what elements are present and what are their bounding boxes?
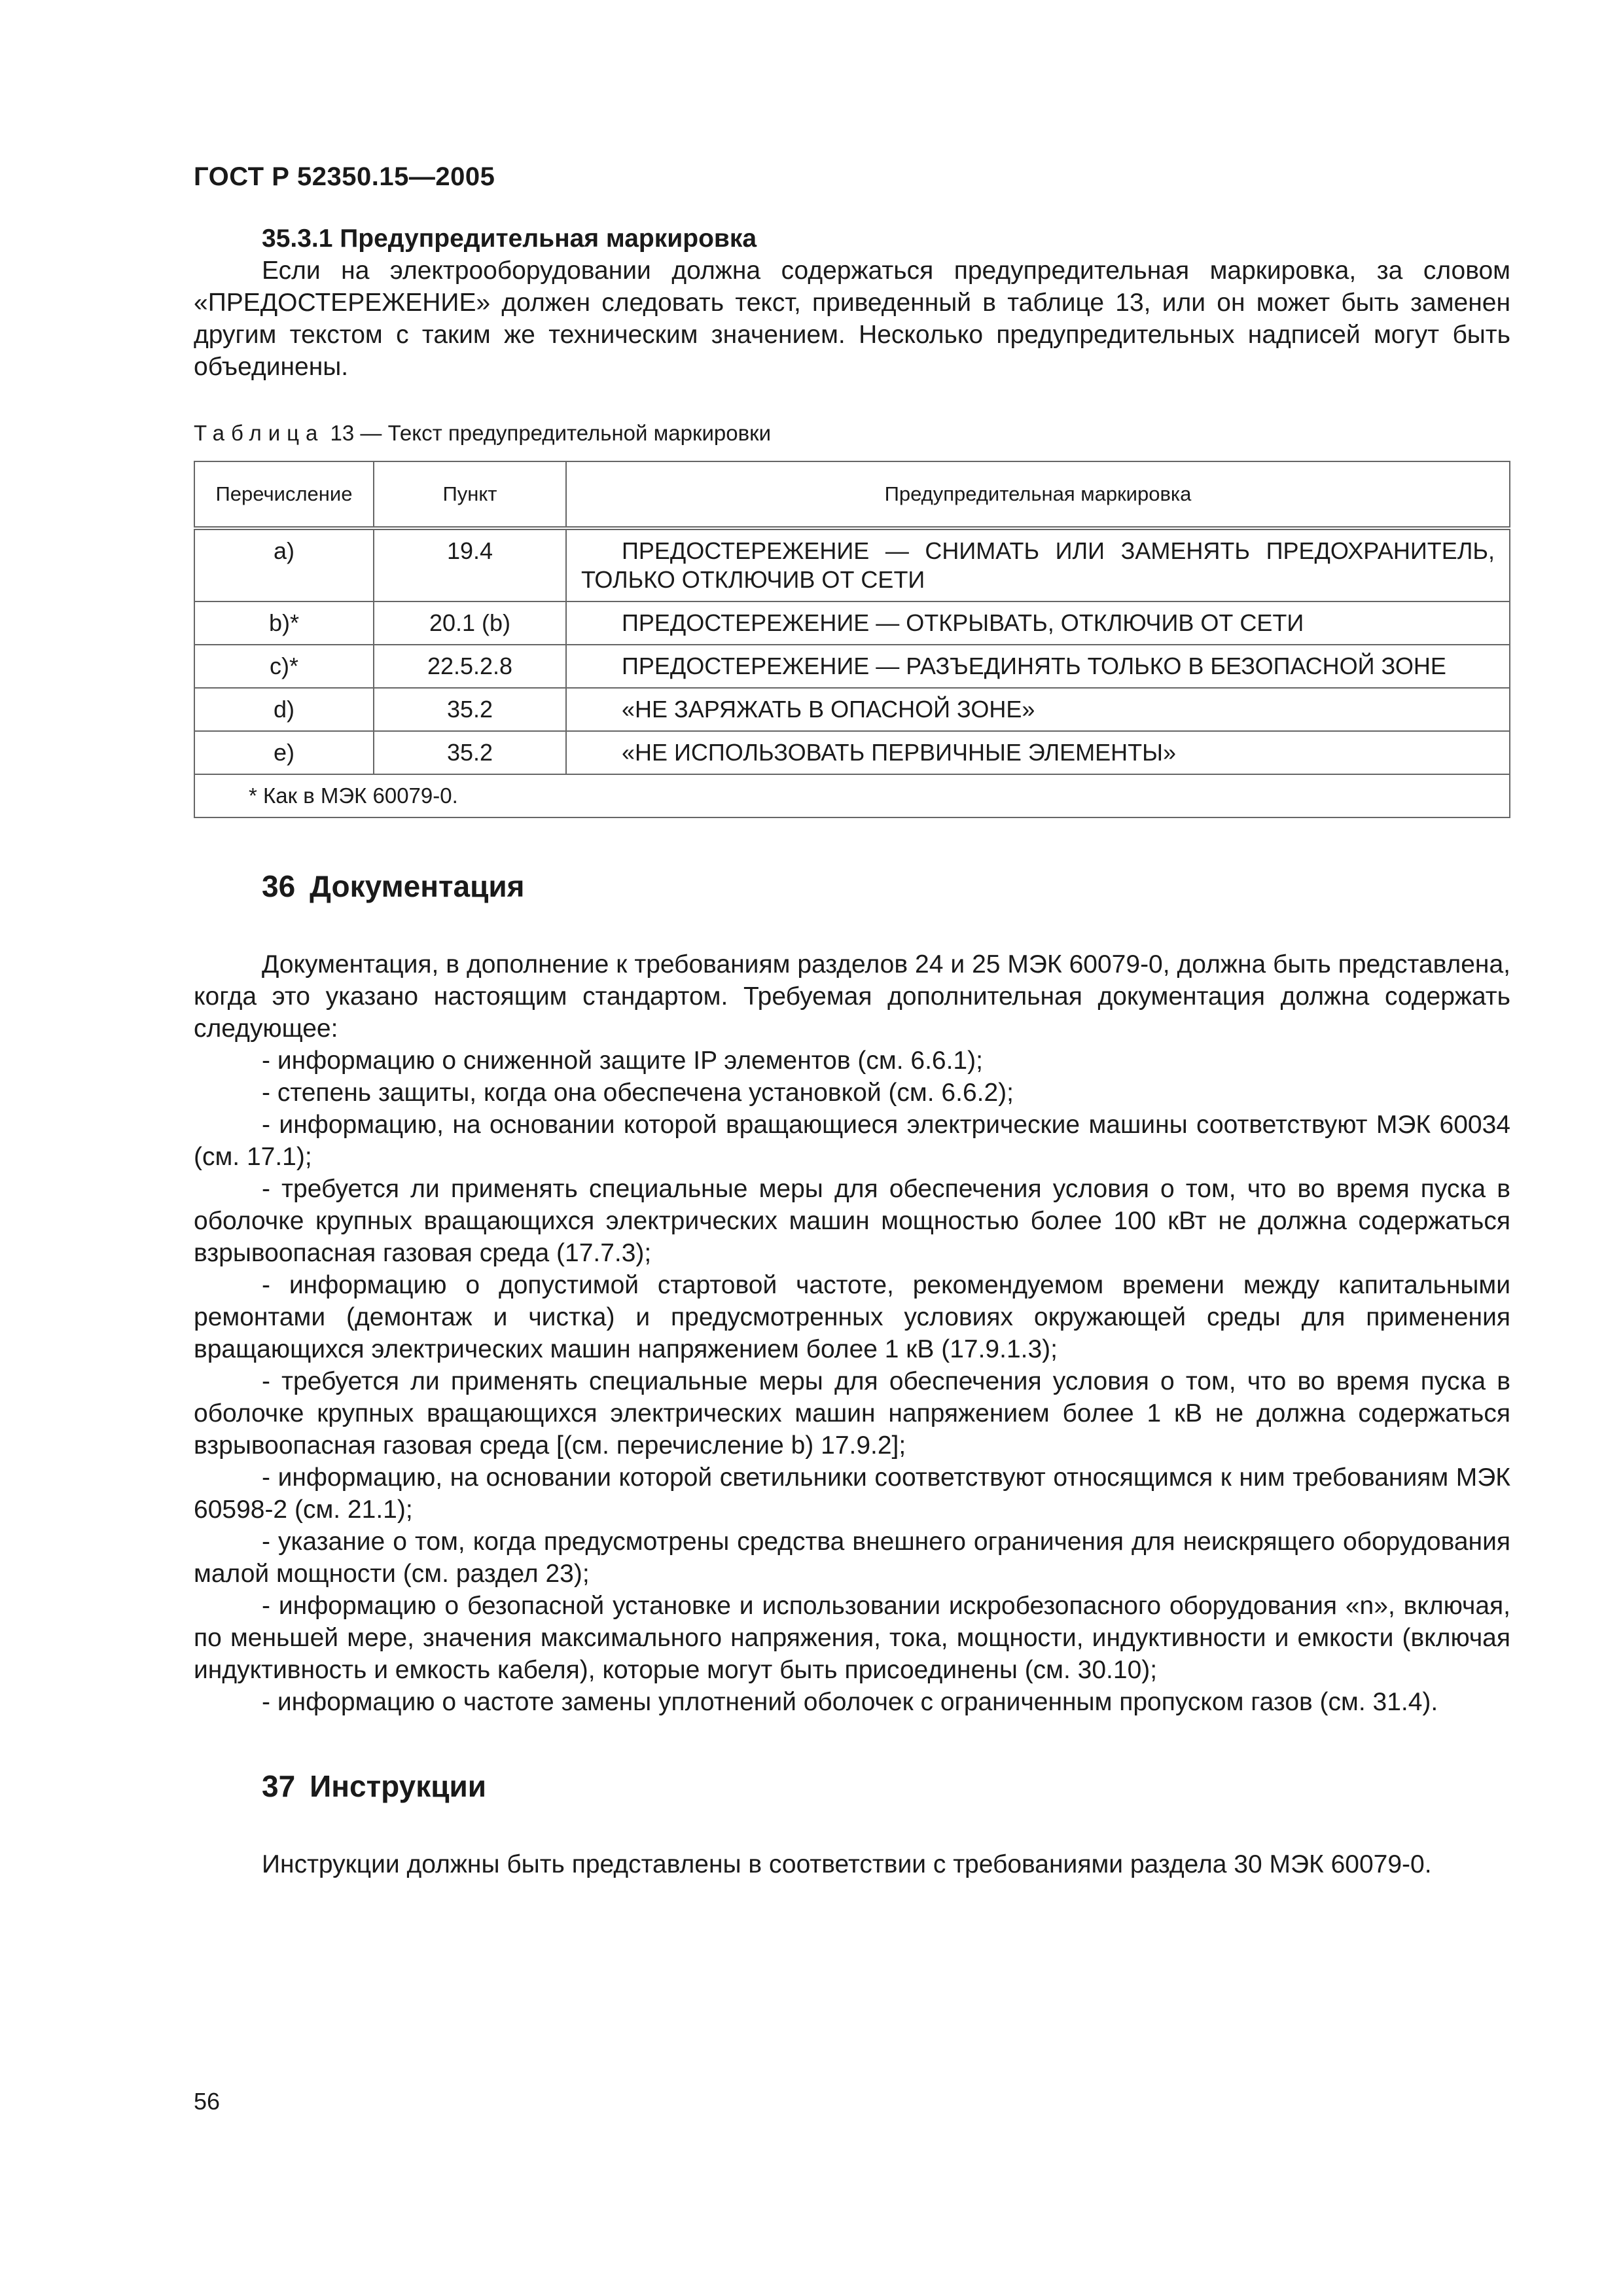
section-36-heading: Документация (310, 869, 525, 903)
table-13-caption (194, 417, 1510, 449)
table-caption-word: Таблица (194, 421, 325, 445)
cell-enum: d) (194, 688, 374, 731)
subsection-title-35-3-1: 35.3.1 Предупредительная маркировка (262, 224, 757, 253)
section-37-text: Инструкции должны быть представлены в соответствии с требованиями раздела 30 МЭК 60079-0. (262, 1850, 1432, 1878)
subsection-35-3-1-text: Если на электрооборудовании должна содержаться предупредительная маркировка, за словом «ПРЕДОСТЕРЕЖЕНИЕ» должен следовать текст, приведенный в таблице 13, или он может быть заменен другим текстом с таким же техническим значением. Несколько предупредительных надписей могут быть объединены. (194, 257, 1510, 381)
section-36-number: 36 (262, 869, 296, 903)
cell-enum: b)* (194, 601, 374, 645)
page-number: 56 (194, 2088, 221, 2115)
section-36-list-item: - информацию, на основании которой светильники соответствуют относящимся к ним требованиям МЭК 60598-2 (см. 21.1); (194, 1463, 1510, 1524)
section-36-list-item: - требуется ли применять специальные меры для обеспечения условия о том, что во время пуска в оболочке крупных вращающихся электрических машин напряжением более 1 кВ не должна содержаться взрывоопасная газовая среда [(см. перечисление b) 17.9.2]; (194, 1367, 1510, 1460)
cell-marking (566, 528, 1510, 601)
cell-marking (566, 601, 1510, 645)
section-36-list-item: - информацию о сниженной защите IP элементов (см. 6.6.1); (262, 1047, 983, 1075)
cell-point: 22.5.2.8 (374, 645, 566, 688)
cell-marking (566, 645, 1510, 688)
cell-enum: e) (194, 731, 374, 774)
header-marking: Предупредительная маркировка (566, 461, 1510, 528)
table-header-row (194, 461, 1510, 528)
section-36-list-item: - информацию о частоте замены уплотнений оболочек с ограниченным пропуском газов (см. 31.4). (262, 1688, 1438, 1716)
cell-marking-text: ПРЕДОСТЕРЕЖЕНИЕ — РАЗЪЕДИНЯТЬ ТОЛЬКО В БЕЗОПАСНОЙ ЗОНЕ (622, 653, 1446, 679)
cell-point: 19.4 (374, 528, 566, 601)
section-36-list-item: - информацию о безопасной установке и использовании искробезопасного оборудования «n», включая, по меньшей мере, значения максимального напряжения, тока, мощности, индуктивности и емкости (включая индуктивность и емкость кабеля), которые могут быть присоединены (см. 30.10); (194, 1592, 1510, 1684)
table-caption-rest: 13 — Текст предупредительной маркировки (324, 421, 771, 445)
table-row (194, 688, 1510, 731)
cell-point: 35.2 (374, 688, 566, 731)
section-37-heading: Инструкции (310, 1769, 487, 1803)
cell-marking-text: «НЕ ЗАРЯЖАТЬ В ОПАСНОЙ ЗОНЕ» (622, 696, 1035, 723)
document-header-id: ГОСТ Р 52350.15—2005 (194, 162, 495, 191)
table-row (194, 731, 1510, 774)
table-row (194, 645, 1510, 688)
section-36-title (262, 870, 1510, 903)
header-enumeration: Перечисление (194, 461, 374, 528)
header-point: Пункт (374, 461, 566, 528)
cell-marking-text: ПРЕДОСТЕРЕЖЕНИЕ — ОТКРЫВАТЬ, ОТКЛЮЧИВ ОТ СЕТИ (622, 609, 1304, 636)
section-36-paragraph: Документация, в дополнение к требованиям разделов 24 и 25 МЭК 60079-0, должна быть представлена, когда это указано настоящим стандартом. Требуемая дополнительная документация должна содержать следующее: (194, 950, 1510, 1043)
cell-marking-text: ПРЕДОСТЕРЕЖЕНИЕ — СНИМАТЬ ИЛИ ЗАМЕНЯТЬ ПРЕДОХРАНИТЕЛЬ, ТОЛЬКО ОТКЛЮЧИВ ОТ СЕТИ (581, 537, 1495, 593)
cell-point: 20.1 (b) (374, 601, 566, 645)
cell-marking-text: «НЕ ИСПОЛЬЗОВАТЬ ПЕРВИЧНЫЕ ЭЛЕМЕНТЫ» (622, 739, 1177, 766)
section-36-list-item: - информацию о допустимой стартовой частоте, рекомендуемом времени между капитальными ремонтами (демонтаж и чистка) и предусмотренных условиях окружающей среды для применения вращающихся электрических машин напряжением более 1 кВ (17.9.1.3); (194, 1271, 1510, 1363)
cell-enum: c)* (194, 645, 374, 688)
section-36-list-item: - указание о том, когда предусмотрены средства внешнего ограничения для неискрящего оборудования малой мощности (см. раздел 23); (194, 1528, 1510, 1588)
table-row (194, 528, 1510, 601)
warning-marking-table (194, 461, 1510, 818)
section-37-title (262, 1770, 1510, 1803)
section-36-list-item: - информацию, на основании которой вращающиеся электрические машины соответствуют МЭК 60034 (см. 17.1); (194, 1111, 1510, 1171)
section-36-list-item: - степень защиты, когда она обеспечена установкой (см. 6.6.2); (262, 1079, 1014, 1107)
table-footnote-row (194, 774, 1510, 817)
table-row (194, 601, 1510, 645)
page-content (194, 223, 1510, 1880)
section-37-number: 37 (262, 1769, 296, 1803)
cell-marking (566, 731, 1510, 774)
cell-marking (566, 688, 1510, 731)
table-footnote: * Как в МЭК 60079-0. (194, 774, 1510, 817)
cell-enum: a) (194, 528, 374, 601)
section-36-list-item: - требуется ли применять специальные меры для обеспечения условия о том, что во время пуска в оболочке крупных вращающихся электрических машин мощностью более 100 кВт не должна содержаться взрывоопасная газовая среда (17.7.3); (194, 1175, 1510, 1267)
cell-point: 35.2 (374, 731, 566, 774)
